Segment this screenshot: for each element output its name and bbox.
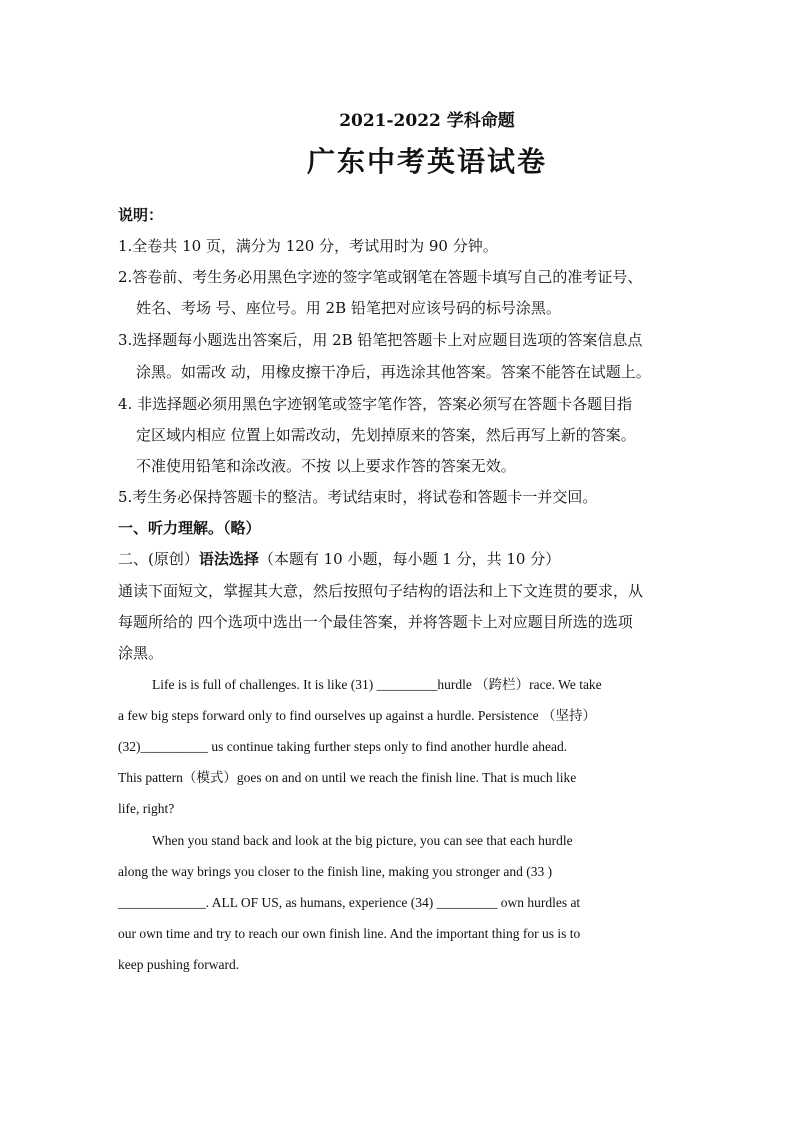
passage-line: along the way brings you closer to the finish line, making you stronger and (33 ): [118, 864, 553, 879]
instruction-line: 涂黑。如需改 动，用橡皮擦干净后，再选涂其他答案。答案不能答在试题上。: [136, 363, 651, 381]
directions-line: 通读下面短文，掌握其大意，然后按照句子结构的语法和上下文连贯的要求，从: [118, 582, 644, 600]
exam-title: 广东中考英语试卷: [306, 145, 547, 178]
passage-line: (32)__________ us continue taking further steps only to find another hurdle ahead.: [118, 739, 568, 754]
section1-heading: 一、听力理解。（略）: [118, 519, 261, 537]
passage-line: Life is is full of challenges. It is like (31) _________hurdle （跨栏）race. We take: [152, 677, 602, 692]
section2-heading-note: （本题有 10 小题，每小题 1 分，共 10 分）: [258, 550, 561, 568]
instruction-line: 定区域内相应 位置上如需改动，先划掉原来的答案，然后再写上新的答案。: [136, 426, 636, 444]
passage-line: When you stand back and look at the big picture, you can see that each hurdle: [152, 833, 573, 848]
instruction-line: 不准使用铅笔和涂改液。不按 以上要求作答的答案无效。: [136, 457, 516, 475]
section2-heading-prefix: 二、(原创）: [118, 550, 199, 568]
passage-line: our own time and try to reach our own finish line. And the important thing for us is to: [118, 926, 581, 941]
instruction-line: 5.考生务必保持答题卡的整洁。考试结束时，将试卷和答题卡一并交回。: [118, 488, 598, 506]
directions-line: 每题所给的 四个选项中选出一个最佳答案，并将答题卡上对应题目所选的选项: [118, 613, 633, 631]
passage-line: keep pushing forward.: [118, 957, 240, 972]
section2-heading-bold: 语法选择: [198, 550, 259, 568]
instruction-line: 2.答卷前、考生务必用黑色字迹的签字笔或钢笔在答题卡填写自己的准考证号、: [118, 268, 643, 286]
passage-line: a few big steps forward only to find ourselves up against a hurdle. Persistence （坚持）: [118, 708, 597, 723]
instructions-heading: 说明：: [118, 206, 164, 224]
section2-heading: [118, 544, 678, 574]
passage-line: life, right?: [118, 801, 175, 816]
instruction-line: 姓名、考场 号、座位号。用 2B 铅笔把对应该号码的标号涂黑。: [136, 299, 561, 317]
instruction-line: 4. 非选择题必须用黑色字迹钢笔或签字笔作答，答案必须写在答题卡各题目指: [118, 395, 633, 413]
directions-line: 涂黑。: [118, 644, 164, 662]
passage-line: _____________. ALL OF US, as humans, experience (34) _________ own hurdles at: [118, 895, 581, 910]
passage-line: This pattern（模式）goes on and on until we reach the finish line. That is much like: [118, 770, 577, 785]
instruction-line: 3.选择题每小题选出答案后，用 2B 铅笔把答题卡上对应题目选项的答案信息点: [118, 331, 643, 349]
instruction-line: 1.全卷共 10 页，满分为 120 分，考试用时为 90 分钟。: [118, 237, 498, 255]
exam-subtitle: 2021-2022 学科命题: [339, 111, 515, 131]
